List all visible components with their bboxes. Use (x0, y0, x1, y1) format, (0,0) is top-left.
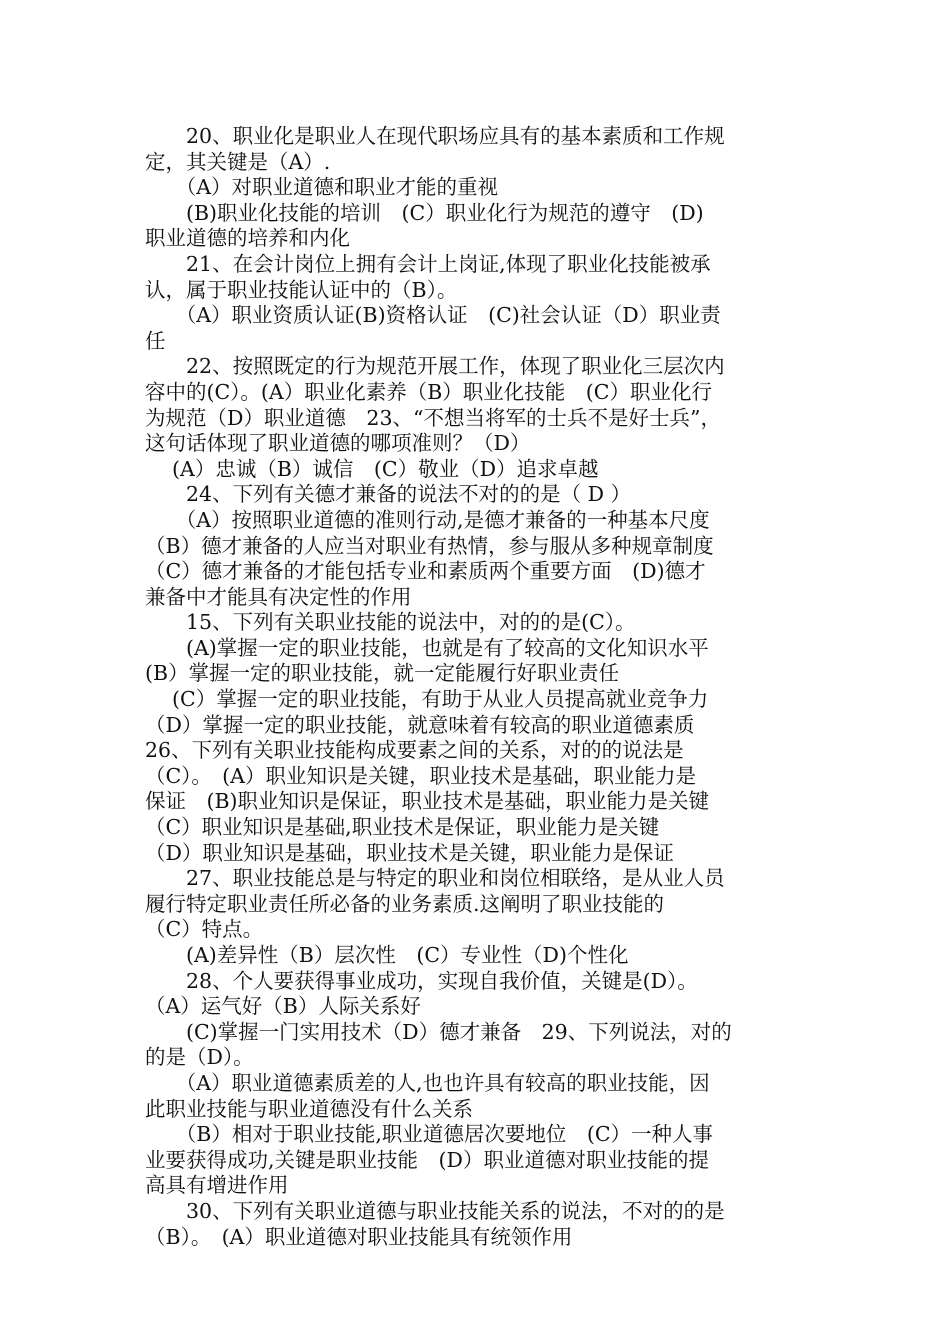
text-line: 26、下列有关职业技能构成要素之间的关系，对的的说法是 (145, 738, 684, 763)
text-line: 的是（D）。 (145, 1045, 254, 1070)
text-line: 28、个人要获得事业成功，实现自我价值，关键是(D）。 (145, 968, 698, 993)
text-line: 此职业技能与职业道德没有什么关系 (145, 1096, 473, 1121)
text-line: （A）职业道德素质差的人,也也许具有较高的职业技能，因 (145, 1070, 710, 1095)
text-line: （A）按照职业道德的准则行动,是德才兼备的一种基本尺度 (145, 507, 710, 532)
text-line: (A)差异性（B）层次性 (C）专业性（D)个性化 (145, 943, 629, 967)
text-line: 高具有增进作用 (145, 1173, 289, 1198)
text-line: (B）掌握一定的职业技能，就一定能履行好职业责任 (145, 661, 620, 686)
text-line: (A）忠诚（B）诚信 (C）敬业（D）追求卓越 (145, 456, 599, 481)
text-line: 兼备中才能具有决定性的作用 (145, 584, 412, 609)
text-line: 容中的(C）。(A）职业化素养（B）职业化技能 (C）职业化行 (145, 379, 712, 404)
text-line: （A）对职业道德和职业才能的重视 (145, 175, 499, 200)
text-line: (A)掌握一定的职业技能，也就是有了较高的文化知识水平 (145, 635, 709, 660)
text-line: 20、职业化是职业人在现代职场应具有的基本素质和工作规 (145, 124, 725, 148)
text-line: （C）特点。 (145, 917, 264, 942)
text-line: （A）运气好（B）人际关系好 (145, 994, 421, 1019)
text-line: (C）掌握一定的职业技能，有助于从业人员提高就业竞争力 (145, 687, 709, 712)
text-line: 认，属于职业技能认证中的（B）。 (145, 277, 458, 302)
text-line: 职业道德的培养和内化 (145, 226, 350, 251)
text-line: 履行特定职业责任所必备的业务素质.这阐明了职业技能的 (145, 891, 665, 916)
text-line: 24、下列有关德才兼备的说法不对的的是（ D ） (145, 482, 632, 507)
text-line: 30、下列有关职业道德与职业技能关系的说法，不对的的是 (145, 1198, 725, 1223)
text-line: (C)掌握一门实用技术（D）德才兼备 29、下列说法，对的 (145, 1019, 732, 1044)
text-line: （C）德才兼备的才能包括专业和素质两个重要方面 (D)德才 (145, 559, 706, 584)
text-line: 定，其关键是（A）. (145, 149, 331, 174)
text-line: （B）。 (A）职业道德对职业技能具有统领作用 (145, 1224, 573, 1249)
text-line: （C）。 (A）职业知识是关键，职业技术是基础，职业能力是 (145, 763, 696, 788)
text-line: 业要获得成功,关键是职业技能 (D）职业道德对职业技能的提 (145, 1147, 709, 1172)
text-line: 27、职业技能总是与特定的职业和岗位相联络，是从业人员 (145, 866, 725, 891)
text-line: 任 (145, 328, 166, 353)
document-body (145, 124, 810, 1250)
text-line: （C）职业知识是基础,职业技术是保证，职业能力是关键 (145, 815, 660, 840)
text-line: 15、下列有关职业技能的说法中，对的的是(C）。 (145, 610, 636, 635)
text-line: （D）职业知识是基础，职业技术是关键，职业能力是保证 (145, 840, 674, 865)
text-line: 为规范（D）职业道德 23、“不想当将军的士兵不是好士兵”， (145, 405, 721, 430)
text-line: （D）掌握一定的职业技能，就意味着有较高的职业道德素质 (145, 712, 695, 737)
text-line: 22、按照既定的行为规范开展工作，体现了职业化三层次内 (145, 354, 725, 379)
text-line: （B）相对于职业技能,职业道德居次要地位 (C）一种人事 (145, 1122, 714, 1147)
text-line: (B)职业化技能的培训 (C）职业化行为规范的遵守 (D) (145, 200, 704, 225)
text-line: （A）职业资质认证(B)资格认证 (C)社会认证（D）职业责 (145, 303, 721, 328)
text-line: 保证 (B)职业知识是保证，职业技术是基础，职业能力是关键 (145, 789, 710, 814)
text-line: （B）德才兼备的人应当对职业有热情，参与服从多种规章制度 (145, 533, 714, 558)
text-line: 21、在会计岗位上拥有会计上岗证,体现了职业化技能被承 (145, 251, 711, 276)
text-line: 这句话体现了职业道德的哪项准则？（D） (145, 431, 531, 456)
